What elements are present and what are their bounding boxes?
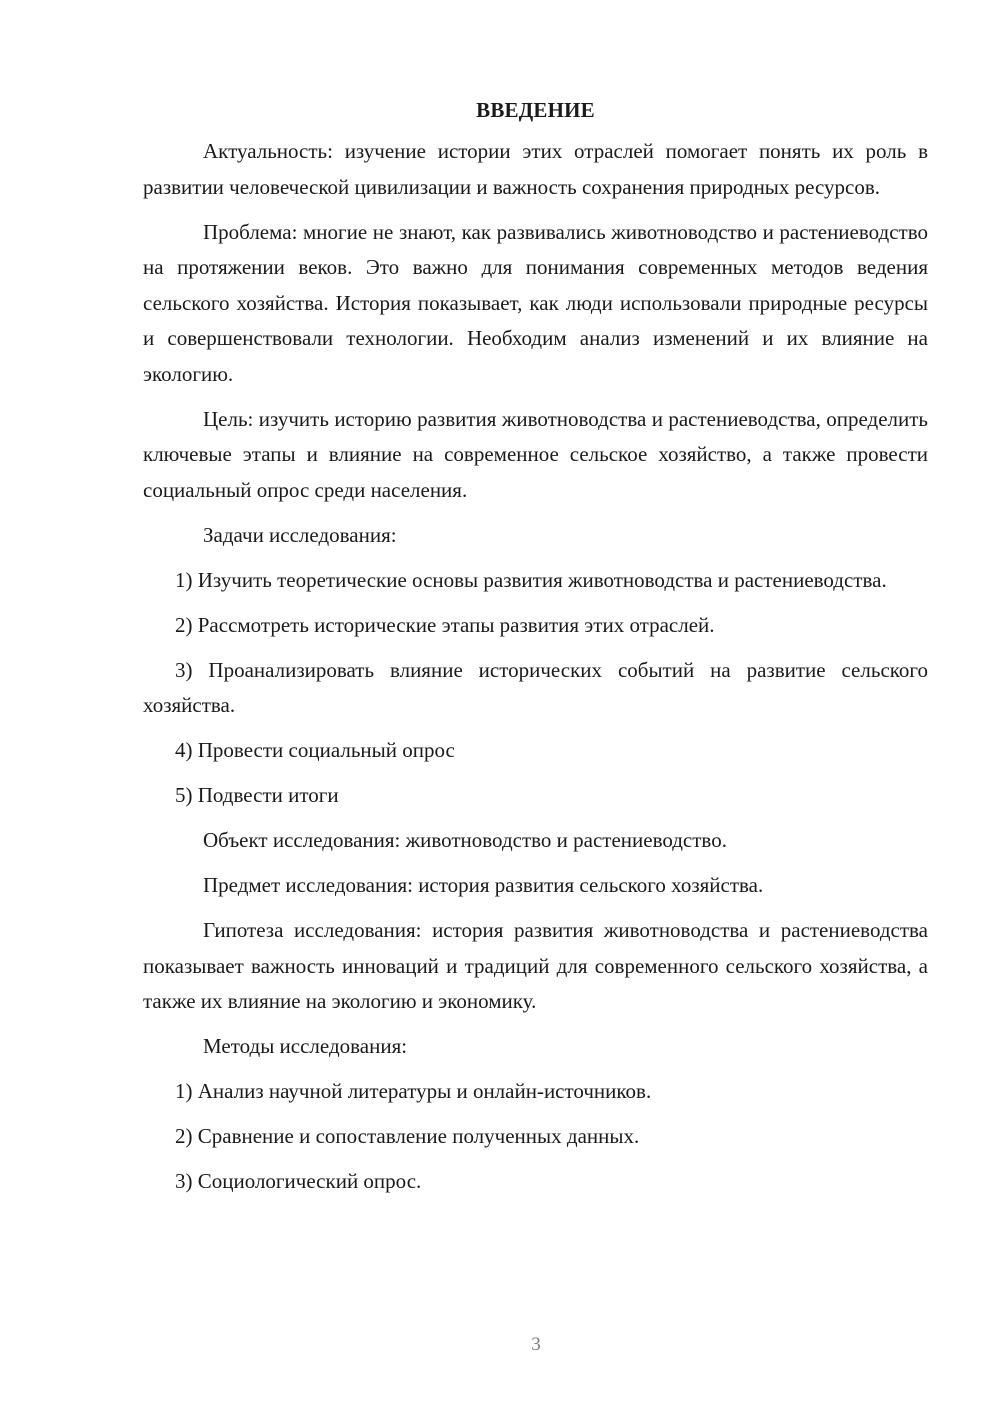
object-paragraph: Объект исследования: животноводство и растениеводство. <box>203 828 727 852</box>
hypothesis-paragraph: Гипотеза исследования: история развития животноводства и растениеводства показывает важность инноваций и традиций для современного сельского хозяйства, а также их влияние на экологию и экономику. <box>143 918 928 1013</box>
page-number: 3 <box>531 1334 541 1355</box>
tasks-heading: Задачи исследования: <box>203 522 397 547</box>
methods-heading: Методы исследования: <box>203 1034 408 1058</box>
task-item: 5) Подвести итоги <box>175 783 339 807</box>
task-item: 3) Проанализировать влияние исторических событий на развитие сельского хозяйства. <box>143 657 928 717</box>
subject-paragraph: Предмет исследования: история развития сельского хозяйства. <box>203 873 764 897</box>
method-item: 1) Анализ научной литературы и онлайн-источников. <box>175 1079 652 1103</box>
document-body <box>143 92 928 1200</box>
task-item: 4) Провести социальный опрос <box>175 738 455 762</box>
task-item: 2) Рассмотреть исторические этапы развития этих отраслей. <box>175 612 715 637</box>
goal-paragraph: Цель: изучить историю развития животноводства и растениеводства, определить ключевые этапы и влияние на современное сельское хозяйство, а также провести социальный опрос среди населения. <box>143 406 928 502</box>
method-item: 3) Социологический опрос. <box>175 1169 422 1193</box>
problem-paragraph: Проблема: многие не знают, как развивались животноводство и растениеводство на протяжении веков. Это важно для понимания современных методов ведения сельского хозяйства. История показывает, как люди использовали природные ресурсы и совершенствовали технологии. Необходим анализ изменений и их влияние на экологию. <box>143 219 928 386</box>
relevance-paragraph: Актуальность: изучение истории этих отраслей помогает понять их роль в развитии человеческой цивилизации и важность сохранения природных ресурсов. <box>143 139 928 199</box>
method-item: 2) Сравнение и сопоставление полученных данных. <box>175 1124 640 1148</box>
page-title: ВВЕДЕНИЕ <box>476 98 595 122</box>
task-item: 1) Изучить теоретические основы развития животноводства и растениеводства. <box>175 567 887 592</box>
